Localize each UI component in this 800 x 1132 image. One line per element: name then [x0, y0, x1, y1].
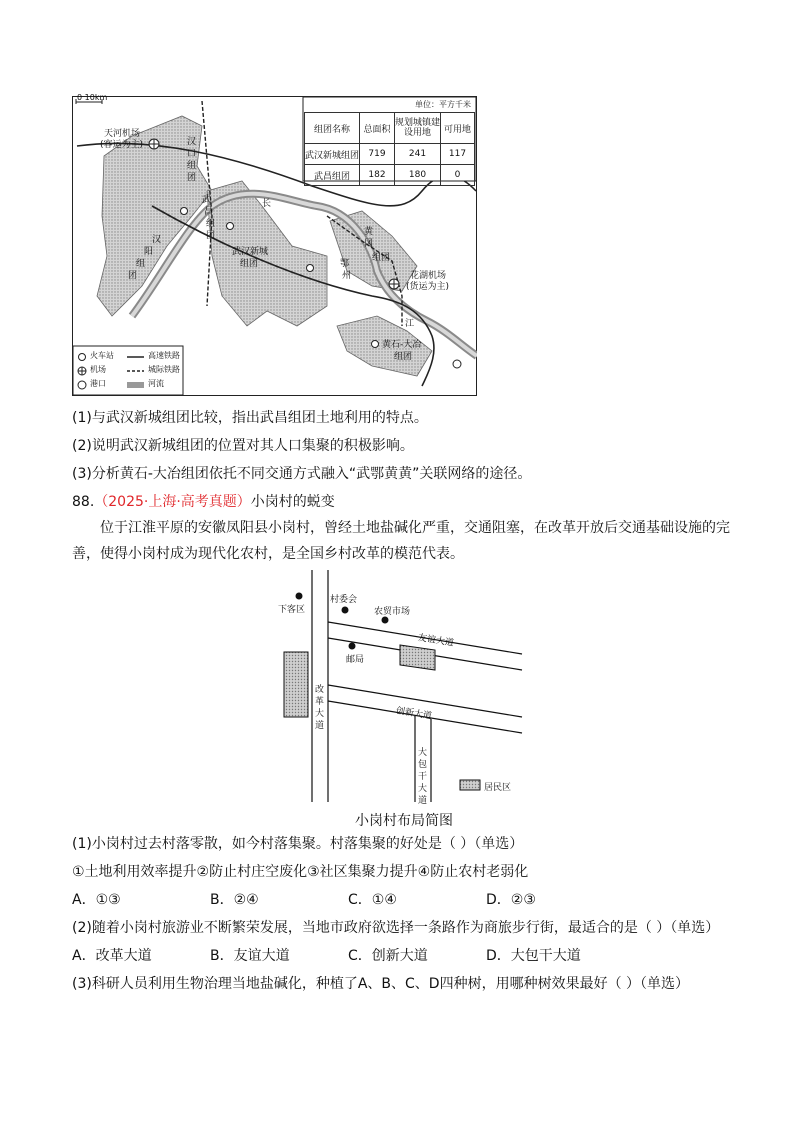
question-88-header [72, 492, 335, 512]
option-c[interactable]: C．创新大道 [348, 948, 428, 964]
question-88-1-items: ①土地利用效率提升②防止村庄空废化③社区集聚力提升④防止农村老弱化 [72, 864, 529, 880]
table-header-row [305, 113, 475, 144]
residential-area [284, 652, 308, 717]
label-wuchang: 昌 [204, 207, 214, 217]
label-hankou: 团 [187, 173, 197, 183]
label-hanyang: 组 [136, 259, 146, 269]
table-header: 规划城镇建设用地 [395, 113, 441, 144]
label-huanggang: 冈 [364, 239, 374, 249]
label-huanggang: 黄 [364, 227, 374, 237]
question-88-3-stem: (3)科研人员利用生物治理当地盐碱化，种植了A、B、C、D四种树，用哪种树效果最好（ ）（单选） [72, 976, 690, 992]
question-87-2: (2)说明武汉新城组团的位置对其人口集聚的积极影响。 [72, 438, 414, 454]
legend-residential: 居民区 [484, 783, 512, 793]
table-row [305, 165, 475, 186]
label-hankou: 组 [187, 161, 197, 171]
question-source: （2025·上海·高考真题） [94, 494, 251, 510]
label-ezhou: 鄂 [340, 259, 350, 269]
legend-intercity-rail: 城际铁路 [148, 365, 180, 374]
label-dabaogan: 大 [418, 748, 428, 758]
question-88-1-options [72, 890, 536, 910]
label-wuchang: 团 [206, 231, 216, 241]
table-cell: 0 [441, 165, 475, 186]
label-dabaogan: 道 [418, 796, 428, 806]
option-d[interactable]: D．大包干大道 [486, 948, 581, 964]
label-huahu-airport: 花湖机场 [410, 271, 447, 281]
label-hankou: 汉 [187, 137, 197, 147]
point-xiakequ [296, 593, 303, 600]
table-cell: 180 [395, 165, 441, 186]
map-caption: 小岗村布局简图 [355, 813, 453, 829]
table-row [305, 144, 475, 165]
label-huangshi: 黄石-大冶 [382, 340, 422, 350]
label-cunweihui: 村委会 [330, 595, 358, 605]
table-cell: 117 [441, 144, 475, 165]
label-xiakequ: 下客区 [278, 605, 306, 615]
label-huanggang: 组团 [372, 253, 391, 263]
label-nongmao: 农贸市场 [374, 607, 411, 617]
legend-port: 港口 [90, 379, 106, 388]
table-cell: 719 [360, 144, 395, 165]
label-hanyang: 团 [128, 271, 138, 281]
label-xincheng: 武汉新城 [232, 247, 269, 257]
residential-area [400, 645, 435, 670]
table-cell: 241 [395, 144, 441, 165]
label-wuchang: 武 [202, 195, 212, 205]
label-tianhe-airport: 天河机场 [104, 129, 141, 139]
label-xincheng: 组团 [240, 259, 259, 269]
label-jiang: 江 [405, 319, 415, 329]
label-gaige: 道 [315, 721, 325, 731]
label-hanyang: 汉 [152, 235, 162, 245]
table-cell: 182 [360, 165, 395, 186]
label-huangshi: 组团 [394, 352, 413, 362]
label-gaige: 革 [315, 697, 325, 707]
table-header: 总面积 [360, 113, 395, 144]
legend-river: 河流 [148, 379, 164, 388]
xiaogang-map [270, 570, 540, 805]
question-intro: 位于江淮平原的安徽凤阳县小岗村，曾经土地盐碱化严重，交通阻塞，在改革开放后交通基础设施的完善，使得小岗村成为现代化农村，是全国乡村改革的模范代表。 [72, 520, 730, 562]
label-youyi: 友谊大道 [417, 633, 455, 649]
point-cunweihui [342, 607, 349, 614]
option-c[interactable]: C．①④ [348, 892, 397, 908]
table-header: 可用地 [441, 113, 475, 144]
question-88-2-stem: (2)随着小岗村旅游业不断繁荣发展，当地市政府欲选择一条路作为商旅步行街，最适合的是（ ）（单选） [72, 920, 720, 936]
question-88-2-options [72, 946, 581, 966]
label-wuchang: 组 [206, 219, 216, 229]
legend-high-speed-rail: 高速铁路 [148, 351, 180, 360]
option-a[interactable]: A．改革大道 [72, 948, 152, 964]
label-gaige: 改 [315, 685, 325, 695]
legend-train-station: 火车站 [90, 351, 114, 360]
label-huahu-airport-sub: (货运为主) [406, 282, 450, 292]
label-hankou: 口 [187, 149, 197, 159]
option-d[interactable]: D．②③ [486, 892, 536, 908]
table-unit: 单位：平方千米 [415, 100, 471, 109]
table-cell: 武昌组团 [305, 165, 360, 186]
label-dabaogan: 包 [418, 760, 428, 770]
question-number: 88. [72, 494, 95, 510]
label-gaige: 大 [315, 709, 325, 719]
scale-label: 0 10km [77, 93, 108, 102]
table-header: 组团名称 [305, 113, 360, 144]
label-dabaogan: 干 [418, 772, 428, 782]
point-youju [349, 643, 356, 650]
legend-airport: 机场 [90, 365, 106, 374]
table-cell: 武汉新城组团 [305, 144, 360, 165]
question-88-1-stem: (1)小岗村过去村落零散，如今村落集聚。村落集聚的好处是（ ）（单选） [72, 836, 524, 852]
port-icon [453, 360, 461, 368]
point-nongmao [382, 617, 389, 624]
area-table-grid [304, 112, 475, 186]
label-youju: 邮局 [346, 655, 365, 665]
label-tianhe-airport-sub: (客运为主) [100, 140, 144, 150]
train-station-icon [181, 208, 188, 215]
label-yangtze: 长 [262, 199, 272, 209]
wuhan-map-figure [72, 93, 477, 396]
label-dabaogan: 大 [418, 784, 428, 794]
question-87-1: (1)与武汉新城组团比较，指出武昌组团土地利用的特点。 [72, 410, 428, 426]
option-a[interactable]: A．①③ [72, 892, 121, 908]
label-ezhou: 州 [342, 271, 352, 281]
option-b[interactable]: B．②④ [210, 892, 259, 908]
option-b[interactable]: B．友谊大道 [210, 948, 290, 964]
area-table [304, 98, 475, 186]
label-hanyang: 阳 [144, 247, 154, 257]
question-title: 小岗村的蜕变 [250, 494, 335, 510]
question-87-3: (3)分析黄石-大冶组团依托不同交通方式融入“武鄂黄黄”关联网络的途径。 [72, 466, 532, 482]
label-chuangxin: 创新大道 [395, 706, 433, 722]
